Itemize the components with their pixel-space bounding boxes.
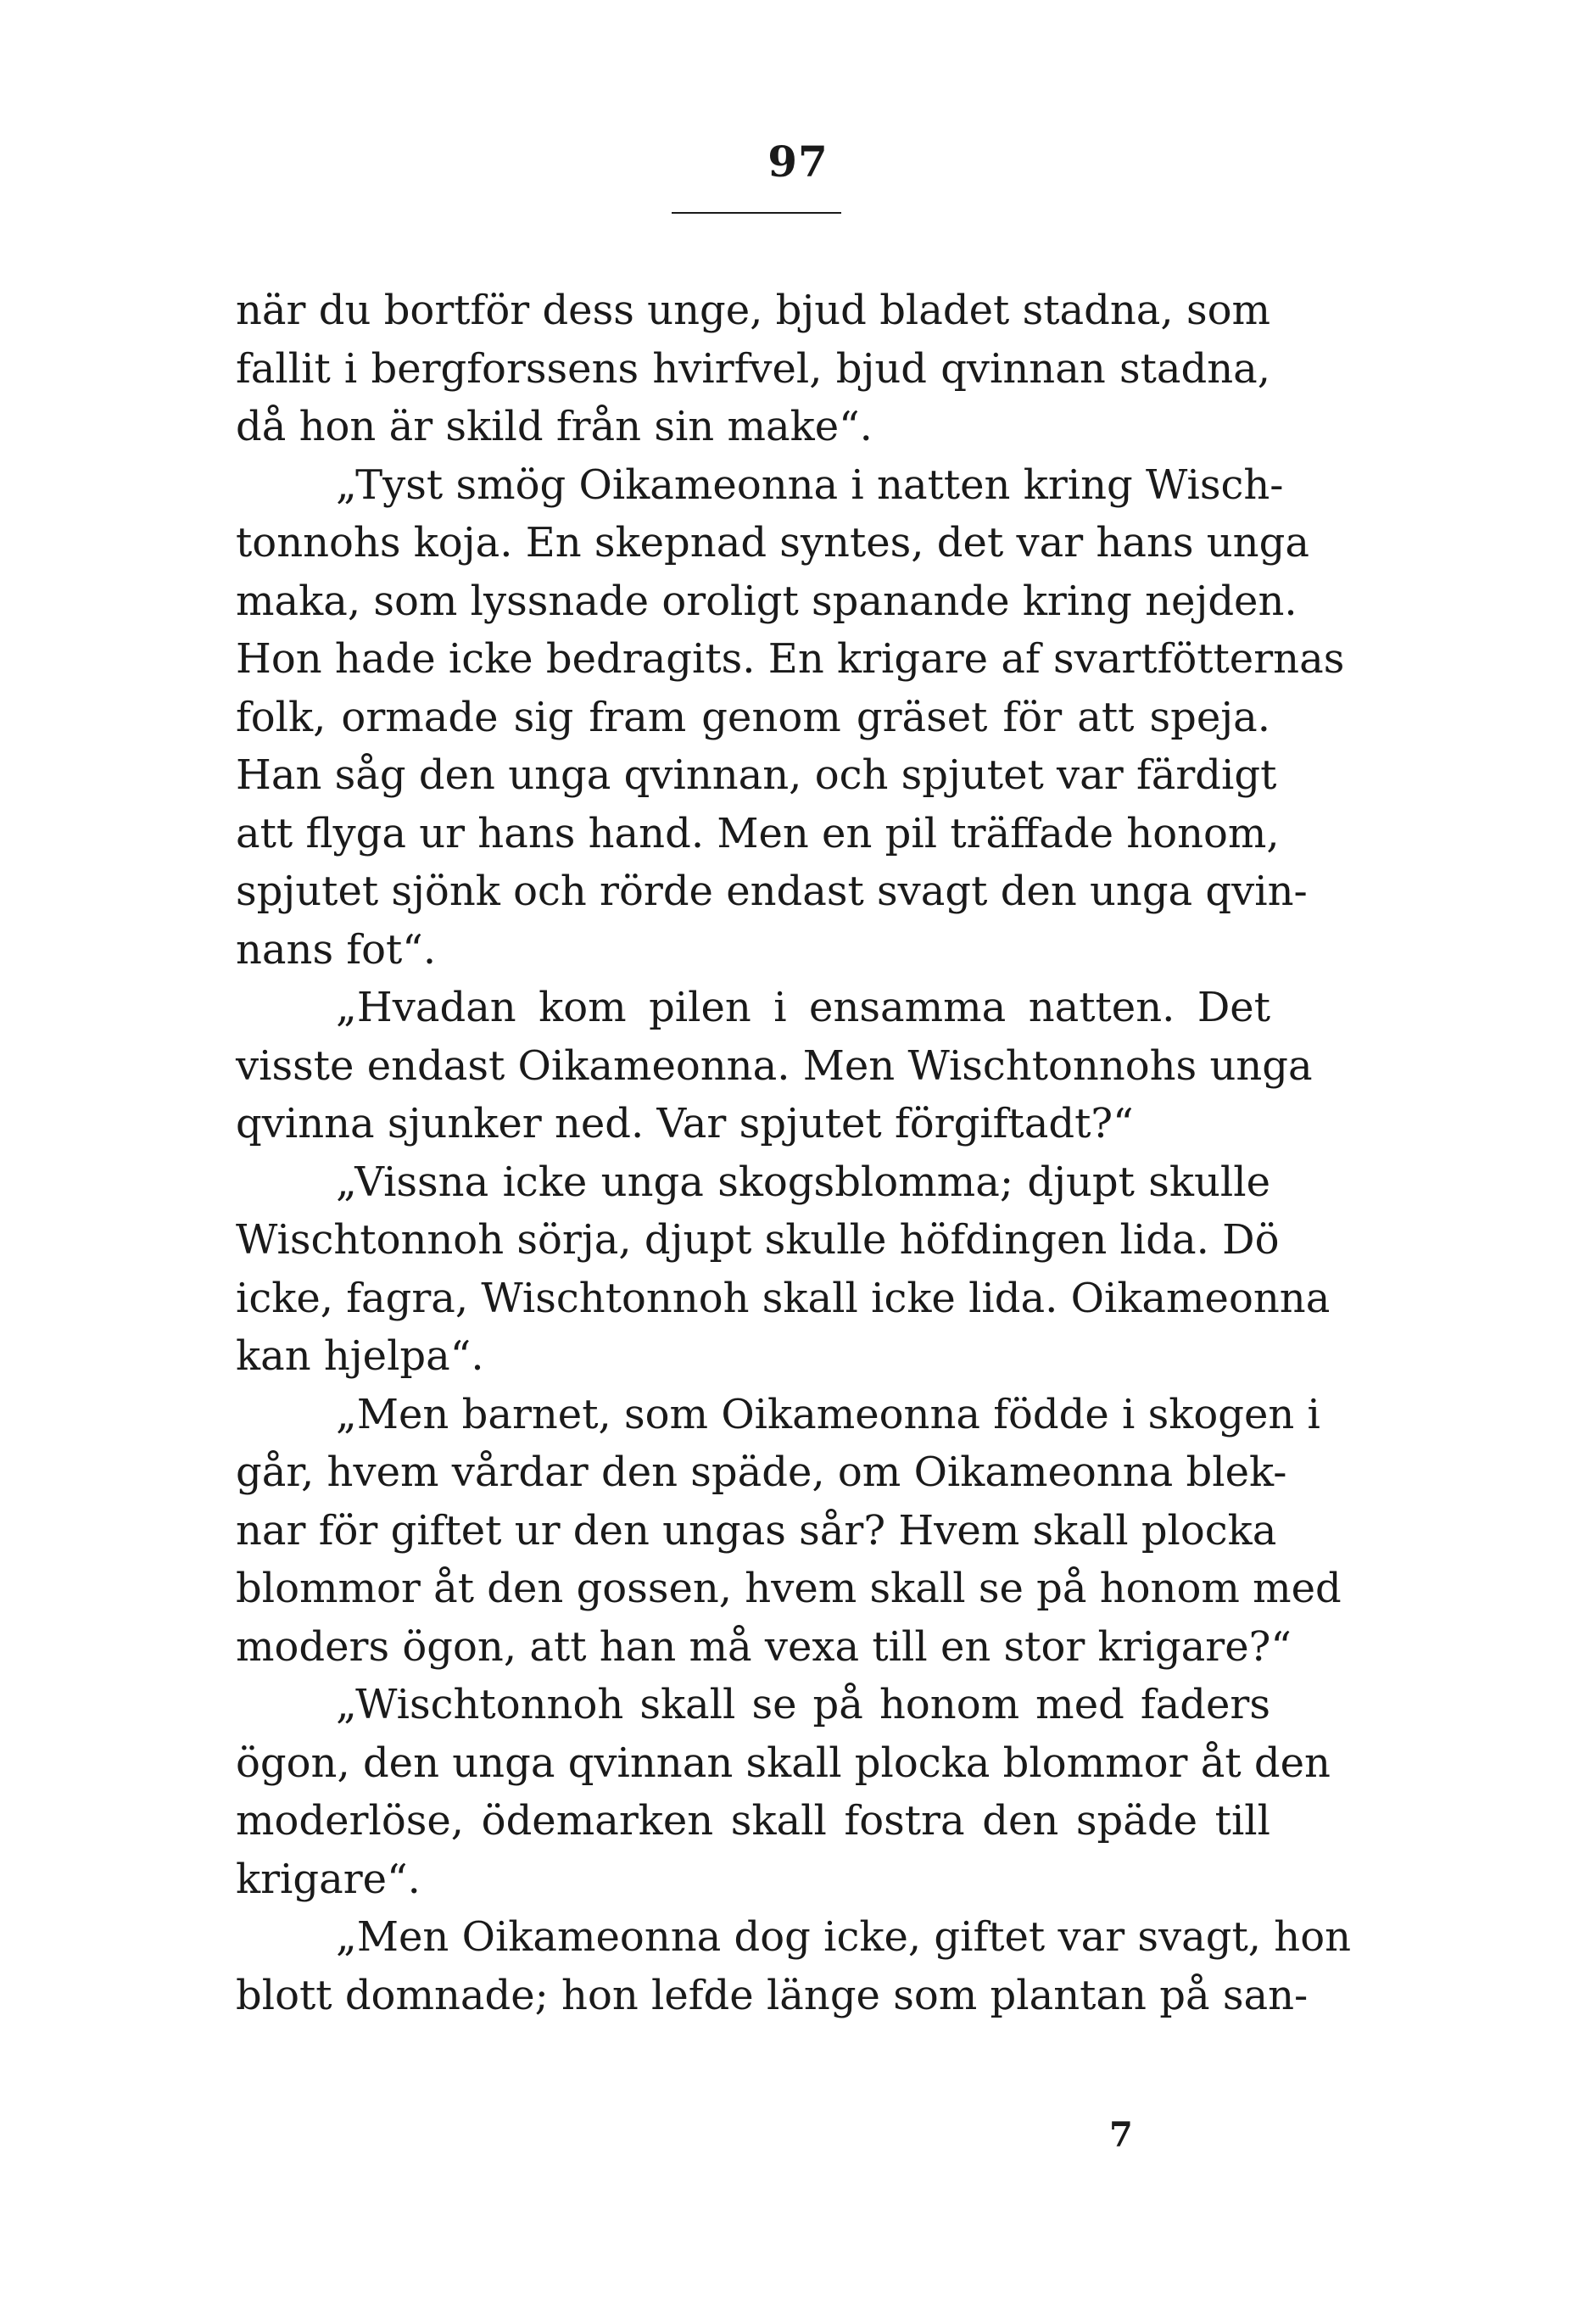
text-line: kan hjelpa“. (236, 1332, 484, 1380)
text-line: krigare“. (236, 1855, 421, 1903)
text-line: qvinna sjunker ned. Var spjutet förgiftadt?“ (236, 1100, 1134, 1147)
text-line: ögon, den unga qvinnan skall plocka blommor åt den (236, 1739, 1331, 1787)
text-line: Hon hade icke bedragits. En krigare af svartfötternas (236, 635, 1345, 683)
text-line: icke, fagra, Wischtonnoh skall icke lida. Oikameonna (236, 1274, 1331, 1322)
text-line: när du bortför dess unge, bjud bladet stadna, som (236, 287, 1270, 334)
text-line: nar för giftet ur den ungas sår? Hvem skall plocka (236, 1506, 1277, 1555)
text-line: „Men Oikameonna dog icke, giftet var svagt, hon (336, 1913, 1352, 1961)
text-line: nans fot“. (236, 925, 437, 974)
text-line: blott domnade; hon lefde länge som plantan på san- (236, 1971, 1309, 2019)
text-line: då hon är skild från sin make“. (236, 403, 873, 450)
text-line: blommor åt den gossen, hvem skall se på honom med (236, 1565, 1342, 1612)
signature-mark: 7 (1109, 2115, 1133, 2155)
text-line: att flyga ur hans hand. Men en pil träffade honom, (236, 809, 1280, 857)
text-line: spjutet sjönk och rörde endast svagt den unga qvin- (236, 868, 1308, 915)
text-line: „Wischtonnoh skall se på honom med faders (336, 1681, 1270, 1728)
body-text (236, 282, 1352, 2024)
text-line: Han såg den unga qvinnan, och spjutet var färdigt (236, 751, 1277, 799)
text-line: folk, ormade sig fram genom gräset för att speja. (236, 693, 1270, 741)
text-line: fallit i bergforssens hvirfvel, bjud qvinnan stadna, (236, 344, 1270, 393)
text-line: visste endast Oikameonna. Men Wischtonnohs unga (236, 1041, 1313, 1090)
text-line: maka, som lyssnade oroligt spanande kring nejden. (236, 577, 1297, 625)
text-line: går, hvem vårdar den späde, om Oikameonna blek- (236, 1449, 1287, 1496)
text-line: moderlöse, ödemarken skall fostra den späde till (236, 1797, 1270, 1845)
text-line: moders ögon, att han må vexa till en stor krigare?“ (236, 1622, 1292, 1671)
text-line: „Hvadan kom pilen i ensamma natten. Det (336, 984, 1270, 1031)
text-line: „Men barnet, som Oikameonna födde i skogen i (336, 1390, 1320, 1438)
header-rule (672, 212, 841, 214)
text-line: Wischtonnoh sörja, djupt skulle höfdingen lida. Dö (236, 1216, 1280, 1264)
page-number: 97 (767, 137, 829, 187)
text-line: tonnohs koja. En skepnad syntes, det var hans unga (236, 519, 1309, 567)
text-line: „Vissna icke unga skogsblomma; djupt skulle (336, 1158, 1270, 1206)
text-line: „Tyst smög Oikameonna i natten kring Wisch- (336, 461, 1284, 509)
